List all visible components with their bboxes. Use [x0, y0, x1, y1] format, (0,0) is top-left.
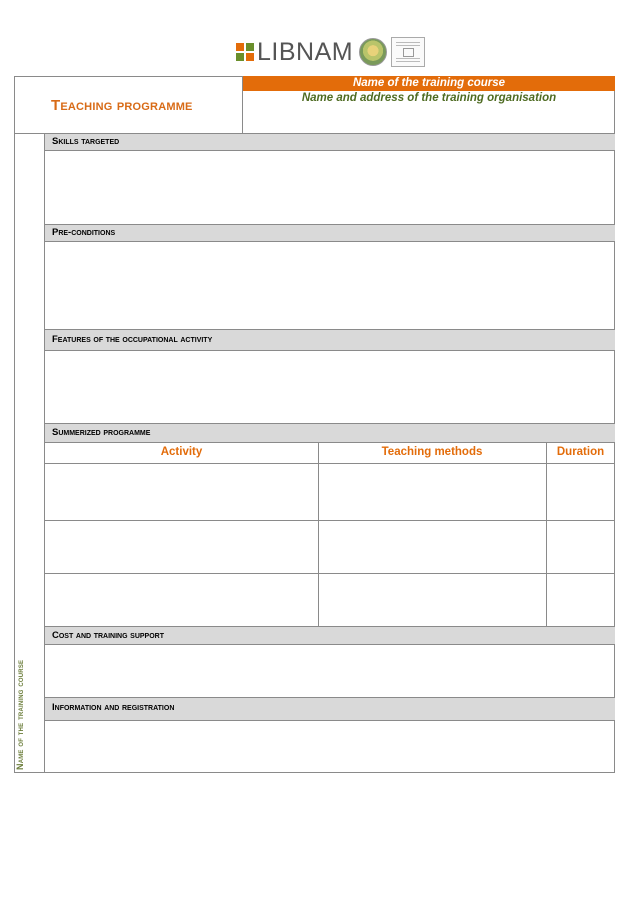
- table-cell-methods-2[interactable]: [319, 521, 546, 573]
- course-name-bar[interactable]: Name of the training course: [243, 76, 615, 91]
- skills-targeted-field[interactable]: [45, 151, 615, 224]
- libnam-logo: [236, 36, 425, 68]
- table-cell-activity-2[interactable]: [45, 521, 318, 573]
- cost-support-field[interactable]: [45, 645, 615, 697]
- table-cell-methods-1[interactable]: [319, 464, 546, 520]
- summarized-programme-header: Summerized programme: [45, 423, 615, 443]
- skills-targeted-header: Skills targeted: [45, 133, 615, 151]
- logo-wordmark: LIBNAM: [257, 37, 354, 66]
- programme-table-header: [45, 443, 615, 464]
- table-cell-activity-3[interactable]: [45, 574, 318, 626]
- partner-seal-icon: [359, 38, 387, 66]
- table-cell-duration-1[interactable]: [547, 464, 615, 520]
- table-cell-activity-1[interactable]: [45, 464, 318, 520]
- column-duration: Duration: [556, 446, 605, 458]
- features-field[interactable]: [45, 351, 615, 424]
- table-cell-duration-3[interactable]: [547, 574, 615, 626]
- column-teaching-methods: Teaching methods: [381, 446, 483, 458]
- preconditions-field[interactable]: [45, 242, 615, 329]
- cost-support-header: Cost and training support: [45, 626, 615, 645]
- table-cell-duration-2[interactable]: [547, 521, 615, 573]
- side-course-label: Name of the training course: [15, 659, 25, 770]
- column-activity: Activity: [160, 446, 203, 458]
- table-cell-methods-3[interactable]: [319, 574, 546, 626]
- information-registration-field[interactable]: [45, 721, 615, 773]
- page-title: Teaching programme: [51, 97, 193, 114]
- information-registration-header: Information and registration: [45, 697, 615, 721]
- features-header: Features of the occupational activity: [45, 329, 615, 351]
- organisation-name[interactable]: Name and address of the training organisation: [301, 92, 557, 104]
- logo-squares-icon: [236, 43, 254, 61]
- partner-card-icon: [391, 37, 425, 67]
- preconditions-header: Pre-conditions: [45, 224, 615, 242]
